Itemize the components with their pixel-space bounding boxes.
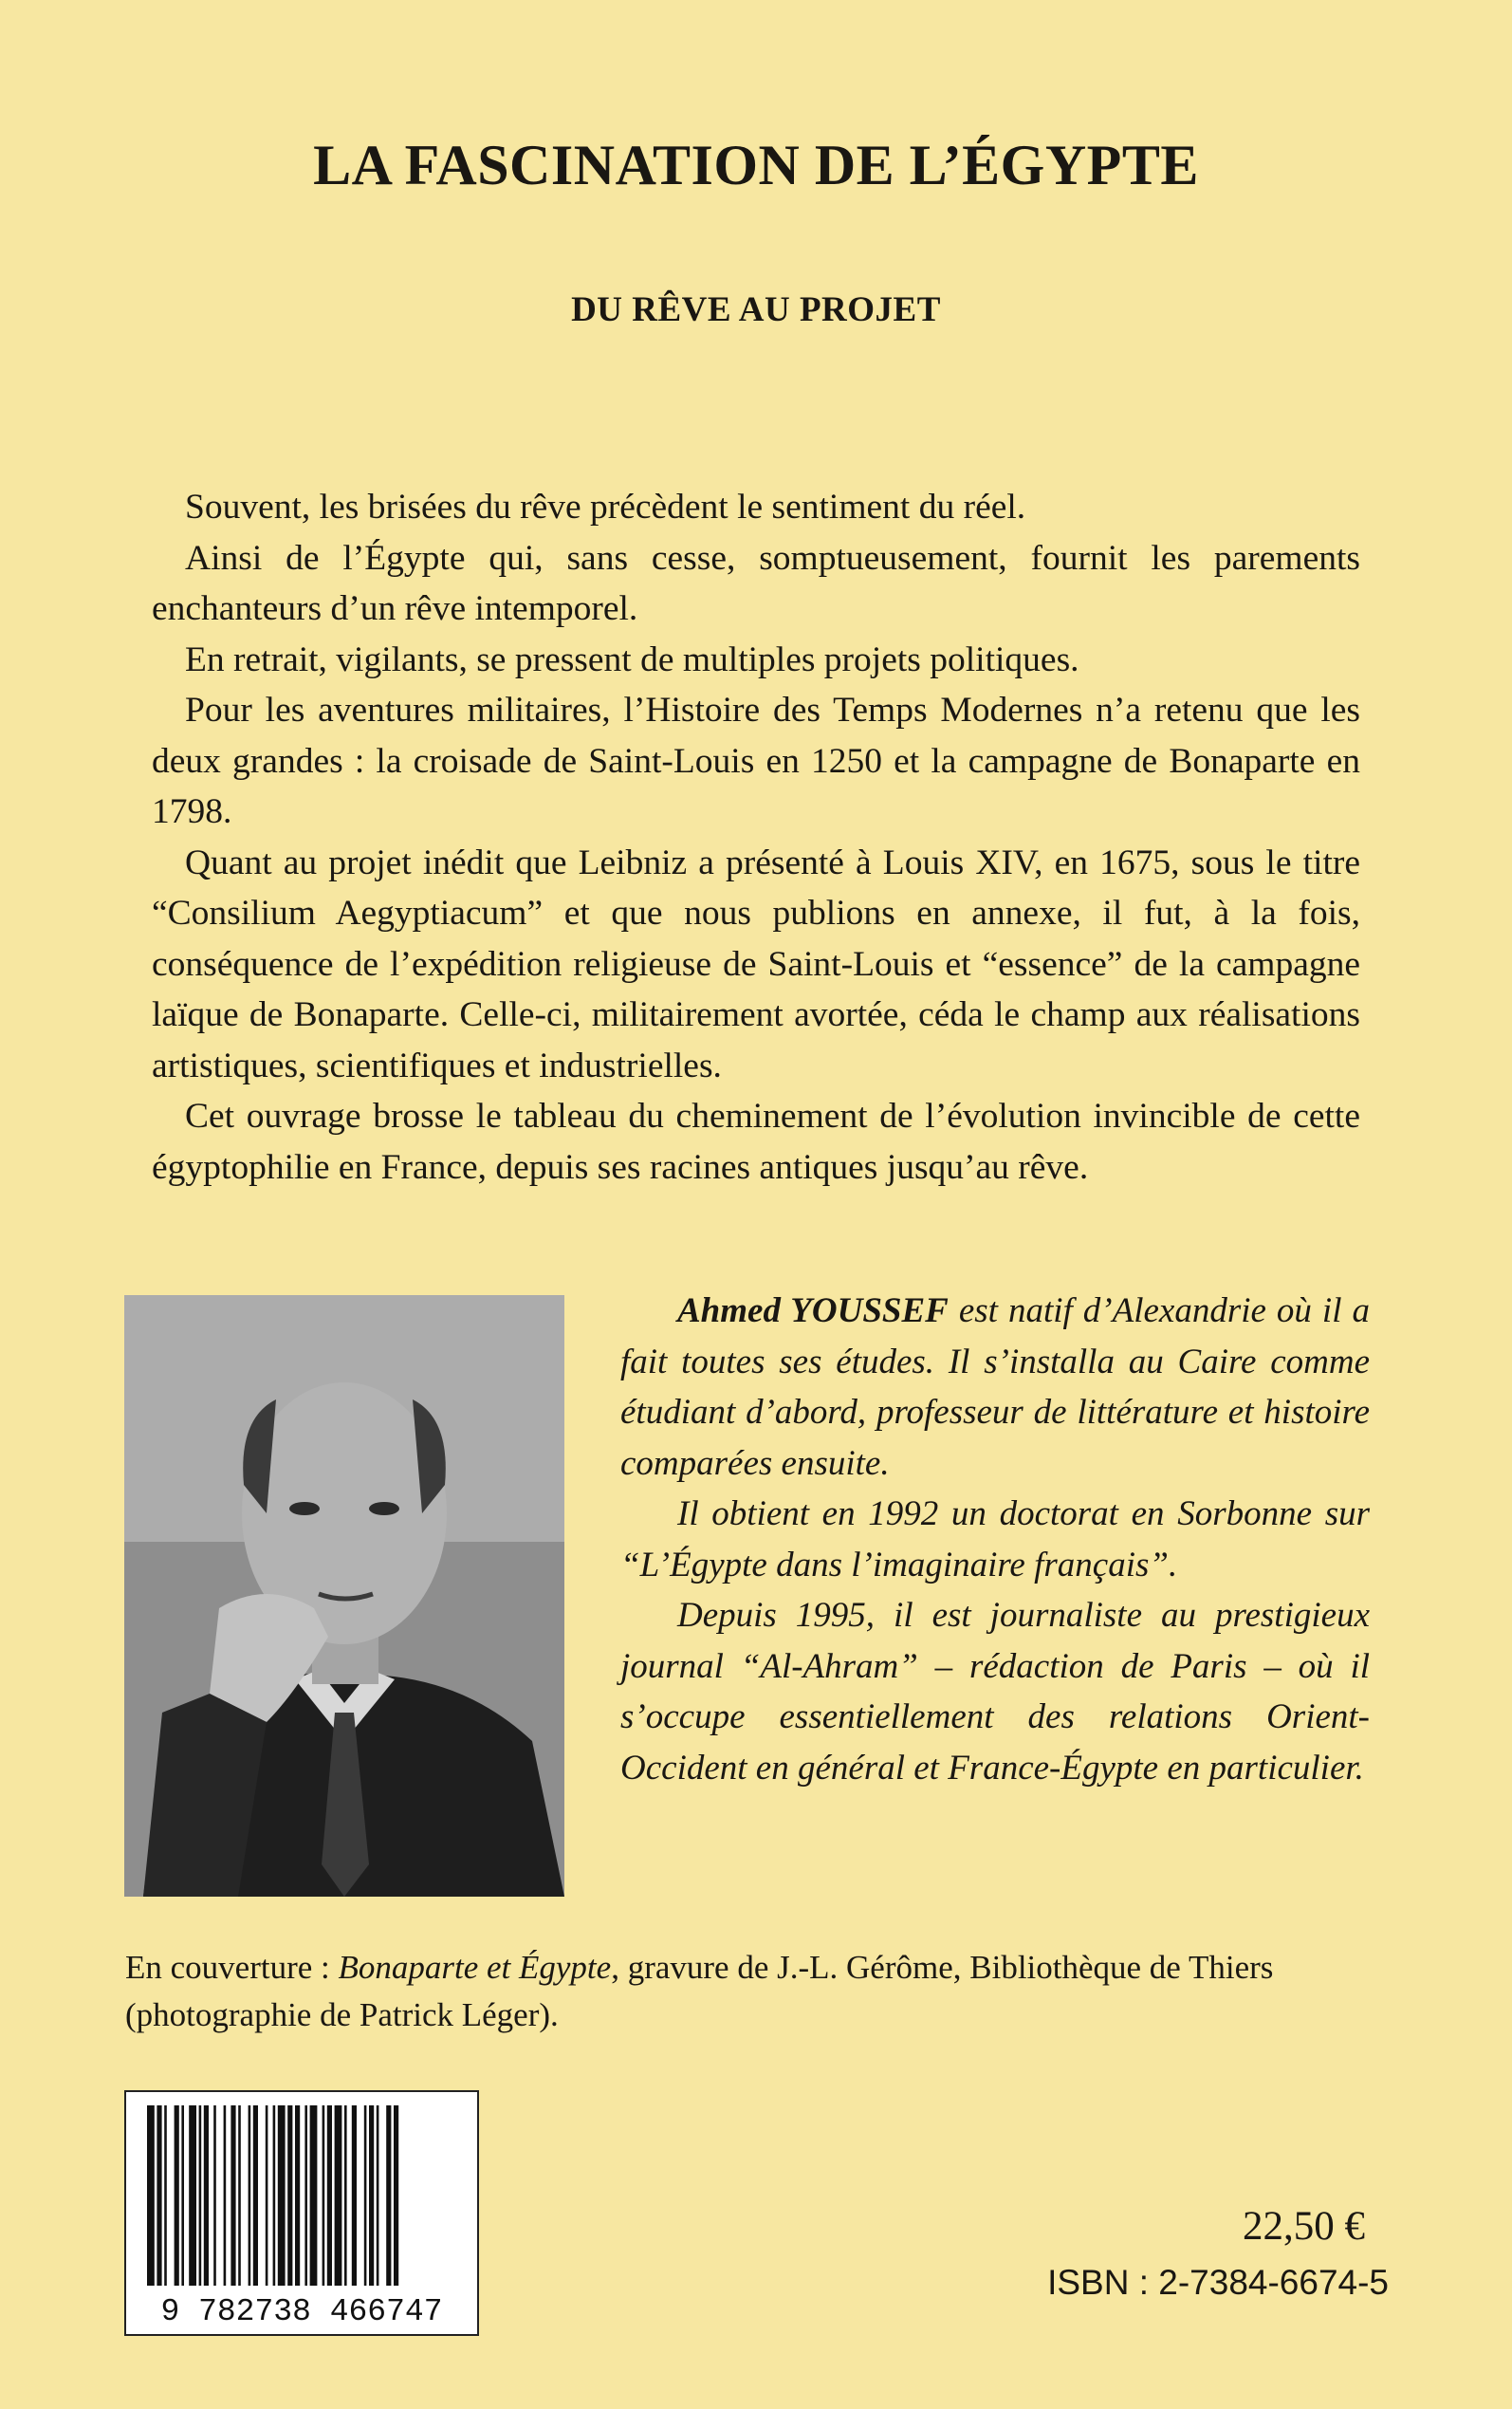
isbn: ISBN : 2-7384-6674-5 — [1047, 2263, 1389, 2302]
barcode-bar — [394, 2105, 398, 2286]
bio-paragraph: Depuis 1995, il est journaliste au prestigieux journal “Al-Ahram” – rédaction de Paris – où il s’occupe essentiellement des relations Orient-Occident en général et France-Égypte en particulier. — [620, 1596, 1370, 1788]
barcode-digits: 9 782738 466747 — [160, 2294, 443, 2329]
book-title: LA FASCINATION DE L’ÉGYPTE — [313, 134, 1199, 196]
barcode-bar — [369, 2105, 374, 2286]
barcode-bar — [189, 2105, 196, 2286]
barcode-bar — [364, 2105, 367, 2286]
barcode-bar — [147, 2105, 155, 2286]
barcode-bar — [253, 2105, 258, 2286]
barcode-bar — [287, 2105, 292, 2286]
blurb-text — [152, 482, 1360, 1193]
barcode-bar — [278, 2105, 286, 2286]
price: 22,50 € — [1243, 2204, 1365, 2249]
book-subtitle: DU RÊVE AU PROJET — [571, 290, 941, 329]
blurb-paragraph: En retrait, vigilants, se pressent de multiples projets politiques. — [185, 639, 1079, 679]
credit-prefix: En couverture : — [125, 1949, 339, 1986]
barcode-bar — [238, 2105, 241, 2286]
barcode-bar — [224, 2105, 227, 2286]
barcode-bar — [157, 2105, 161, 2286]
barcode-bar — [310, 2105, 318, 2286]
author-name: Ahmed YOUSSEF — [677, 1291, 949, 1330]
barcode-bar — [175, 2105, 179, 2286]
bio-paragraph: Il obtient en 1992 un doctorat en Sorbonne sur “L’Égypte dans l’imaginaire français”. — [620, 1494, 1370, 1584]
barcode-bar — [230, 2105, 235, 2286]
credit-work-title: Bonaparte et Égypte — [338, 1949, 612, 1986]
barcode-bar — [304, 2105, 307, 2286]
blurb-paragraph: Souvent, les brisées du rêve précèdent le sentiment du réel. — [185, 488, 1026, 527]
blurb-paragraph: Pour les aventures militaires, l’Histoire des Temps Modernes n’a retenu que les deux grandes : la croisade de Saint-Louis en 1250 et la campagne de Bonaparte en 1798. — [152, 691, 1360, 831]
barcode-bar — [273, 2105, 276, 2286]
barcode-bar — [327, 2105, 332, 2286]
barcode-bar — [344, 2105, 347, 2286]
barcode-bar — [181, 2105, 184, 2286]
credit-details: , gravure de J.-L. Gérôme, Bibliothèque de Thiers (photographie de Patrick Léger). — [125, 1949, 1274, 2033]
barcode-bar — [386, 2105, 391, 2286]
blurb-paragraph: Ainsi de l’Égypte qui, sans cesse, somptueusement, fournit les parements enchanteurs d’un rêve intemporel. — [152, 538, 1360, 628]
barcode-bar — [377, 2105, 379, 2286]
barcode-bar — [199, 2105, 202, 2286]
author-bio — [620, 1286, 1370, 1793]
barcode-bar — [249, 2105, 251, 2286]
cover-credit — [125, 1944, 1372, 2039]
blurb-paragraph: Quant au projet inédit que Leibniz a présenté à Louis XIV, en 1675, sous le titre “Consilium Aegyptiacum” et que nous publions en annexe, il fut, à la fois, conséquence de l’expédition religieuse de Saint-Louis et “essence” de la campagne laïque de Bonaparte. Celle-ci, militairement avortée, céda le champ aux réalisations artistiques, scientifiques et industrielles. — [152, 843, 1360, 1085]
barcode-bar — [204, 2105, 209, 2286]
barcode-bars — [147, 2105, 398, 2286]
blurb-paragraph: Cet ouvrage brosse le tableau du cheminement de l’évolution invincible de cette égyptophilie en France, depuis ses racines antiques jusqu’au rêve. — [152, 1097, 1360, 1187]
bio-text: est natif d’Alexandrie où il a fait toutes ses études. Il s’installa au Caire comme étudiant d’abord, professeur de littérature et histoire comparées ensuite. — [620, 1291, 1370, 1483]
barcode-bar — [335, 2105, 342, 2286]
barcode-bar — [323, 2105, 325, 2286]
author-photo — [124, 1295, 564, 1897]
barcode-bar — [164, 2105, 167, 2286]
barcode-bar — [266, 2105, 268, 2286]
barcode — [124, 2090, 479, 2336]
barcode-bar — [352, 2105, 357, 2286]
bio-paragraph — [620, 1286, 1370, 1489]
barcode-bar — [213, 2105, 216, 2286]
barcode-bar — [295, 2105, 300, 2286]
